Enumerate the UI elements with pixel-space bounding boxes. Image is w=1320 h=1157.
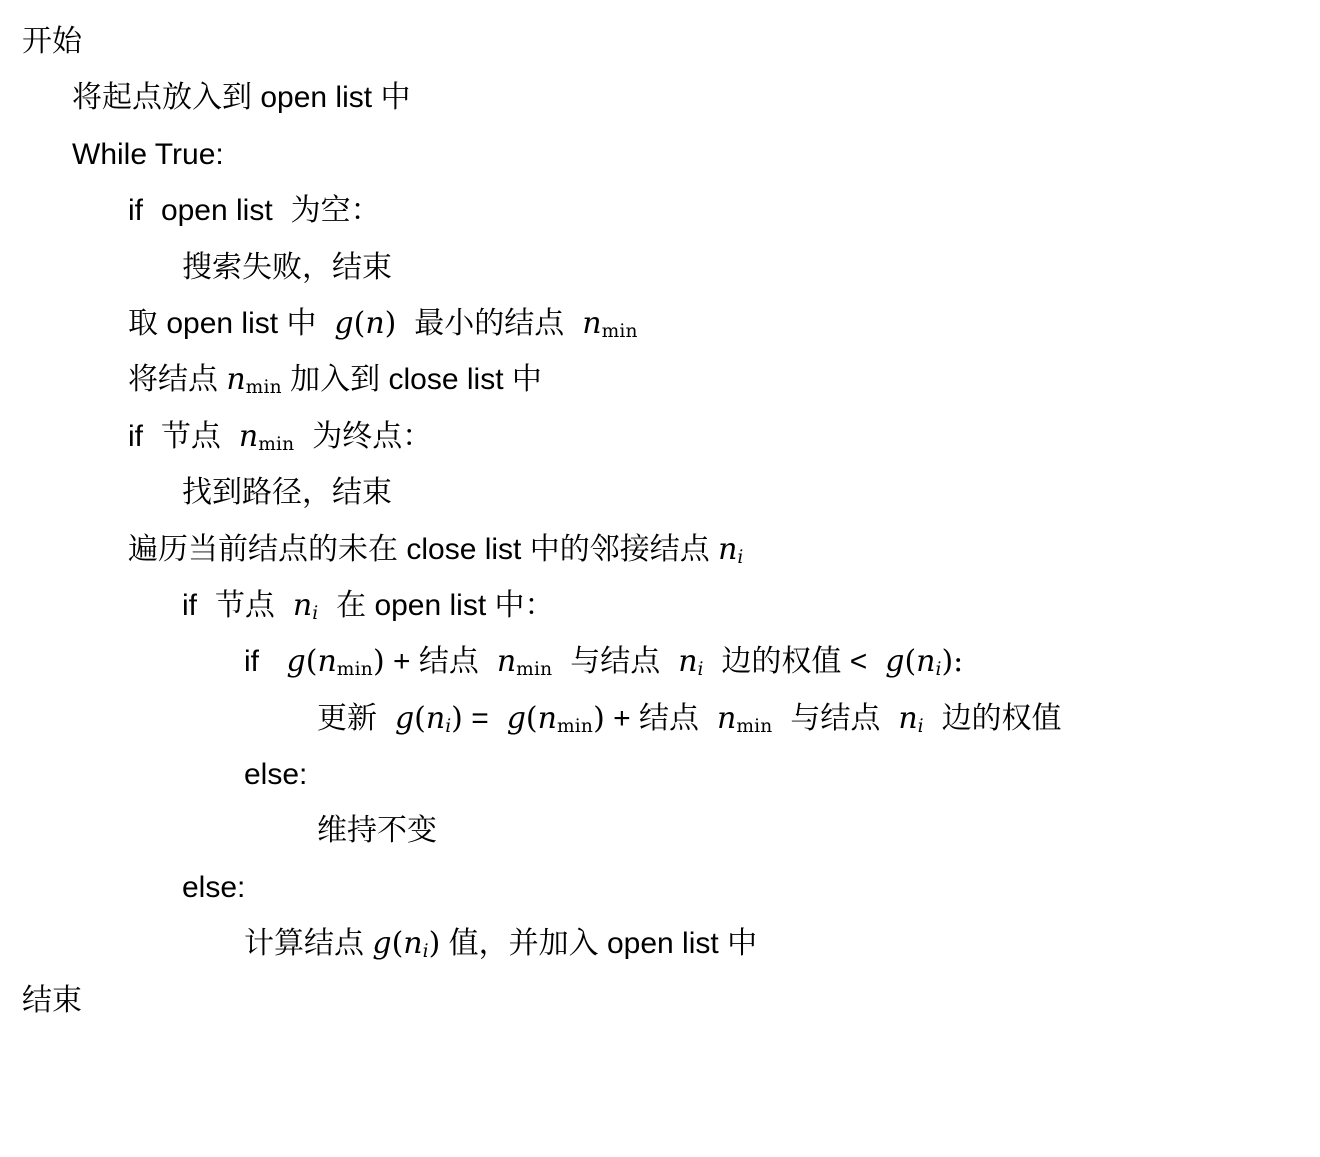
line-text-with: 与结点 xyxy=(790,701,881,735)
line-text-node: 结点 xyxy=(639,701,700,735)
code-line-update-g: 更新 $g(n_i) = g(n_{min})$ + 结点 $n_{min}$ 与结点 $n_i$ 边的权值 xyxy=(317,700,1062,737)
line-text-mid: 在 xyxy=(336,588,367,622)
code-line-put-start-in-open-list xyxy=(22,70,1320,126)
math-g-of-n-min: $g(n_{min})$ xyxy=(506,700,605,737)
keyword-if: if xyxy=(244,645,259,679)
code-line-keep-unchanged xyxy=(22,803,1320,859)
code-line-traverse-neighbors xyxy=(22,522,1320,578)
line-text-prefix: 将起点放入到 xyxy=(72,81,252,115)
keyword-else: else: xyxy=(244,758,308,792)
line-text-with: 与结点 xyxy=(570,645,661,679)
line-text-suffix: 中 xyxy=(727,927,758,961)
open-list-label: open list xyxy=(374,588,487,622)
code-line-else-inner xyxy=(22,747,1320,803)
line-text-prefix: 节点 xyxy=(160,419,221,453)
less-than-operator: < xyxy=(849,645,868,679)
line-text-suffix: 最小的结点 xyxy=(414,306,565,340)
math-g-of-n: g(n) xyxy=(334,305,397,341)
close-list-label: close list xyxy=(388,363,504,397)
open-list-label: open list xyxy=(606,927,719,961)
open-list-label: open list xyxy=(260,81,373,115)
line-text-suffix: 中 xyxy=(380,81,411,115)
code-line-compute-and-add xyxy=(22,916,1320,972)
open-list-label: open list xyxy=(160,194,273,228)
line-text-weight: 边的权值 xyxy=(721,645,842,679)
line-text: 开始 xyxy=(22,25,82,58)
line-text: While True: xyxy=(72,137,224,171)
line-text: 结束 xyxy=(22,983,82,1017)
close-list-label: close list xyxy=(406,532,522,566)
line-text-mid: 中 xyxy=(286,306,317,340)
line-text-prefix: 计算结点 xyxy=(244,927,364,961)
line-text-suffix: 中 xyxy=(511,363,542,397)
code-line-if-node-in-open-list xyxy=(22,578,1320,634)
line-text-weight: 边的权值 xyxy=(941,701,1062,735)
math-n-min: $n_{min}$ xyxy=(226,362,282,399)
code-line-end xyxy=(22,973,1320,1029)
line-text-node: 结点 xyxy=(418,645,479,679)
line-text-prefix: 遍历当前结点的未在 xyxy=(128,532,398,566)
math-n-min: $n_{min}$ xyxy=(238,418,295,455)
code-line-path-found xyxy=(22,465,1320,521)
keyword-if: if xyxy=(182,588,197,622)
code-line-start xyxy=(22,14,1320,70)
line-text-suffix: 为终点： xyxy=(312,419,433,453)
math-n-i: $n_i$ xyxy=(678,644,704,681)
code-line-if-open-list-empty xyxy=(22,183,1320,239)
math-n-i: $n_i$ xyxy=(292,587,319,624)
code-line-add-node-to-close-list xyxy=(22,352,1320,408)
open-list-label: open list xyxy=(166,306,279,340)
math-n-min: $n_{min}$ xyxy=(582,305,638,343)
line-text: 维持不变 xyxy=(317,814,437,848)
math-g-of-n-min: $g(n_{min})$ xyxy=(286,644,385,681)
code-line-take-min-g-node xyxy=(22,296,1320,352)
line-text-mid: 加入到 xyxy=(290,363,381,397)
code-line-search-failed xyxy=(22,240,1320,296)
line-text: 搜索失败，结束 xyxy=(182,250,392,284)
keyword-else: else: xyxy=(182,870,246,904)
line-text-suffix: 中的邻接结点 xyxy=(529,532,710,566)
line-text-prefix: 将结点 xyxy=(128,363,218,397)
line-text-mid: 值，并加入 xyxy=(448,927,599,961)
line-text: 找到路径，结束 xyxy=(182,476,392,510)
code-line-else-outer xyxy=(22,860,1320,916)
code-line-if-node-is-goal xyxy=(22,409,1320,465)
line-text-prefix: 节点 xyxy=(214,588,275,622)
line-text-prefix: 取 xyxy=(128,306,158,340)
keyword-if: if xyxy=(128,419,143,453)
math-n-i: $n_i$ xyxy=(898,700,924,737)
math-g-of-n-i: $g(n_i)$: xyxy=(885,644,964,681)
math-g-of-n-i: $g(n_i)$ xyxy=(372,926,441,963)
code-line-while-true xyxy=(22,127,1320,183)
line-text-suffix: 为空： xyxy=(290,194,381,228)
line-text-prefix: 更新 xyxy=(317,701,377,735)
keyword-if: if xyxy=(128,194,143,228)
math-n-i: $n_i$ xyxy=(718,531,744,568)
line-text-suffix: 中： xyxy=(494,588,555,622)
math-g-of-n-i: $g(n_i)$ xyxy=(394,700,463,737)
math-n-min: $n_{min}$ xyxy=(716,700,773,737)
math-n-min: $n_{min}$ xyxy=(496,644,553,681)
code-line-if-cost-less: if $g(n_{min})$ + 结点 $n_{min}$ 与结点 $n_i$ 边的权值 < $g(n_i)$: xyxy=(244,644,964,681)
